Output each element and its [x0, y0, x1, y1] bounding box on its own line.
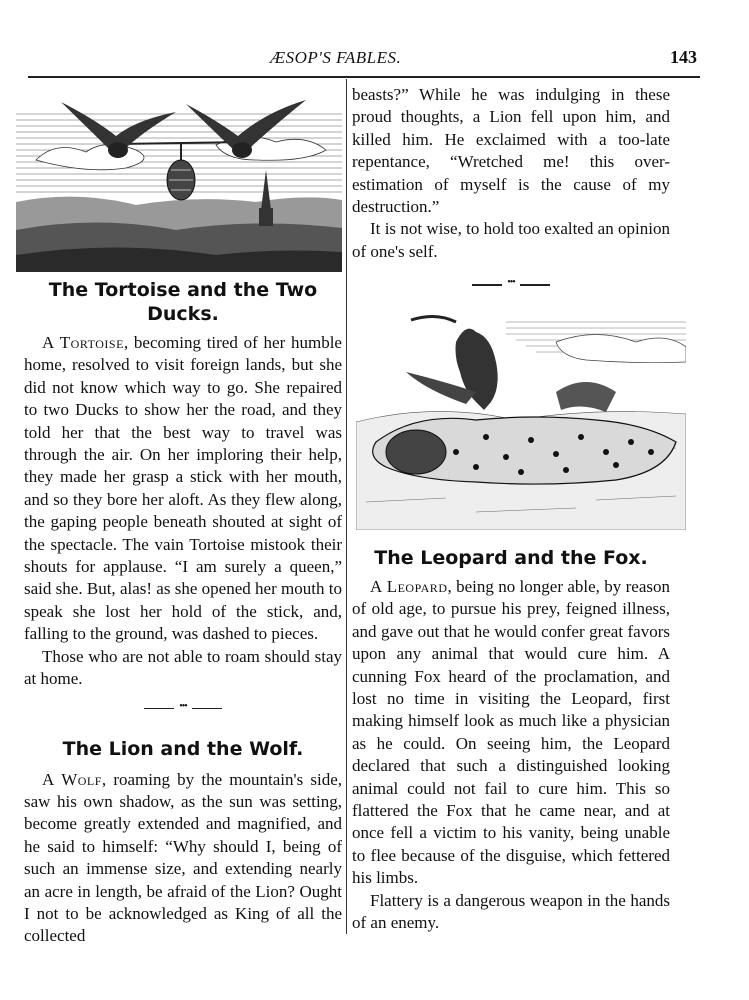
right-column-bottom — [352, 546, 670, 935]
running-head: ÆSOP'S FABLES. — [270, 48, 402, 67]
fable-moral-leopard-fox: Flattery is a dangerous weapon in the hands of an enemy. — [352, 890, 670, 933]
leopard-fox-illustration — [356, 302, 686, 530]
header-rule — [28, 76, 700, 78]
fable-title-lion-wolf: The Lion and the Wolf. — [62, 737, 304, 760]
fable-text: , roaming by the mountain's side, saw his own shadow, as the sun was setting, become greatly extended and magnified, and he said to himself: “Why should I, being of such an immense size, and extending nearly an acre in length, be afraid of the Lion? Ought I not to be acknowledged as King of all the collected — [24, 769, 342, 946]
left-column — [24, 278, 342, 948]
dropword: A Tortoise — [42, 333, 124, 352]
fable-title-leopard-fox: The Leopard and the Fox. — [374, 547, 648, 569]
fable-body-leopard-fox — [352, 576, 670, 890]
fable-text: , becoming tired of her humble home, resolved to visit foreign lands, but she did not know which way to go. She repaired to two Ducks to show her the road, and they told her that the best way to travel was through the air. On her imploring their help, they made her grasp a stick with her mouth, and so they bore her aloft. As they flew along, the gaping people beneath shouted at sight of the spectacle. The vain Tortoise mistook their shouts for applause. “I am surely a queen,” said she. But, alas! as she opened her mouth to speak she lost her hold of the stick, and, falling to the ground, was dashed to pieces. — [24, 333, 342, 644]
dropword: A Wolf — [42, 769, 102, 789]
fable-moral-tortoise: Those who are not able to roam should stay at home. — [24, 646, 342, 689]
right-column-top — [352, 84, 670, 289]
fable-body-lion-wolf-cont: beasts?” While he was indulging in these proud thoughts, a Lion fell upon him, and killed him. He exclaimed with a too-late repentance, “Wretched me! this over-estimation of myself is the cause of my destruction.” — [352, 85, 670, 217]
fable-title-tortoise: The Tortoise and the Two Ducks. — [48, 279, 318, 325]
tortoise-ducks-illustration — [16, 90, 342, 272]
fable-body-lion-wolf — [24, 769, 342, 948]
section-ornament: ••• — [472, 281, 550, 289]
page-number: 143 — [670, 47, 697, 67]
dropword: A Leopard — [370, 577, 448, 596]
column-divider — [346, 79, 347, 934]
fable-moral-lion-wolf: It is not wise, to hold too exalted an opinion of one's self. — [352, 219, 670, 261]
fable-body-tortoise — [24, 332, 342, 646]
section-ornament: ••• — [144, 705, 222, 713]
fable-text: , being no longer able, by reason of old age, to pursue his prey, feigned illness, and gave out that he would confer great favors upon any animal that would cure him. A cunning Fox heard of the proclamation, and lost no time in visiting the Leopard, first making himself look as much like a physician as he could. On seeing him, the Leopard declared that such a distinguished looking animal could not fail to cure him. This so flattered the Fox that he came near, and at once fell a victim to his vanity, being unable to flee because of the disguise, which fettered his limbs. — [352, 577, 670, 888]
